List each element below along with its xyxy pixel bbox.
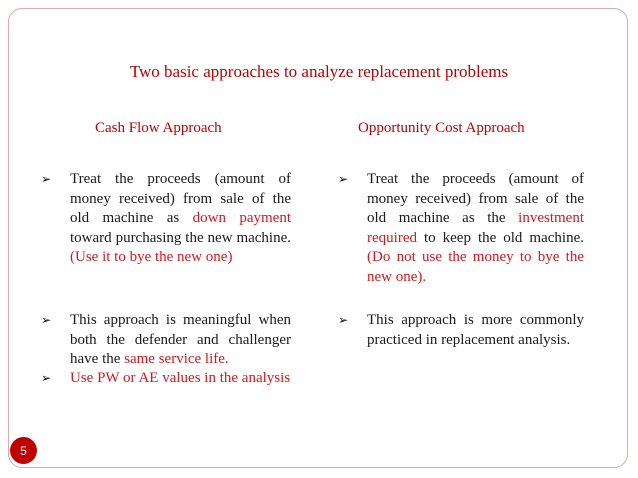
bullet-highlight: investment required: [367, 210, 584, 246]
slide-title: Two basic approaches to analyze replacement problems: [129, 62, 509, 81]
bullet-highlight: down payment: [192, 210, 291, 226]
left-bullet-1: [41, 170, 291, 268]
bullet-highlight: same service life.: [124, 351, 229, 367]
arrow-bullet-icon: ➢: [338, 172, 349, 186]
bullet-text: This approach is meaningful when both the defender and challenger have the: [70, 312, 291, 367]
right-bullet-2: [338, 311, 584, 350]
right-bullet-1: [338, 170, 584, 287]
opportunity-cost-heading: Opportunity Cost Approach: [358, 120, 525, 136]
arrow-bullet-icon: ➢: [41, 172, 52, 186]
bullet-text: This approach is more commonly practiced in replacement analysis.: [367, 312, 584, 348]
bullet-text: toward purchasing the new machine.: [70, 229, 291, 246]
bullet-text: to keep the old machine.: [416, 229, 584, 246]
bullet-text: Treat the proceeds (amount of money received) from sale of the old machine as the: [367, 171, 584, 226]
bullet-text: Treat the proceeds (amount of money received) from sale of the old machine as: [70, 171, 291, 226]
arrow-bullet-icon: ➢: [338, 313, 349, 327]
bullet-highlight: Use PW or AE values in the analysis: [70, 370, 291, 386]
left-bullet-3: [41, 369, 291, 389]
bullet-highlight: (Use it to bye the new one): [70, 249, 233, 265]
arrow-bullet-icon: ➢: [41, 371, 52, 385]
left-bullet-2: [41, 311, 291, 370]
arrow-bullet-icon: ➢: [41, 313, 52, 327]
page-number-badge: 5: [10, 437, 37, 464]
cash-flow-heading: Cash Flow Approach: [95, 120, 222, 136]
bullet-highlight: (Do not use the money to bye the new one).: [367, 249, 584, 285]
